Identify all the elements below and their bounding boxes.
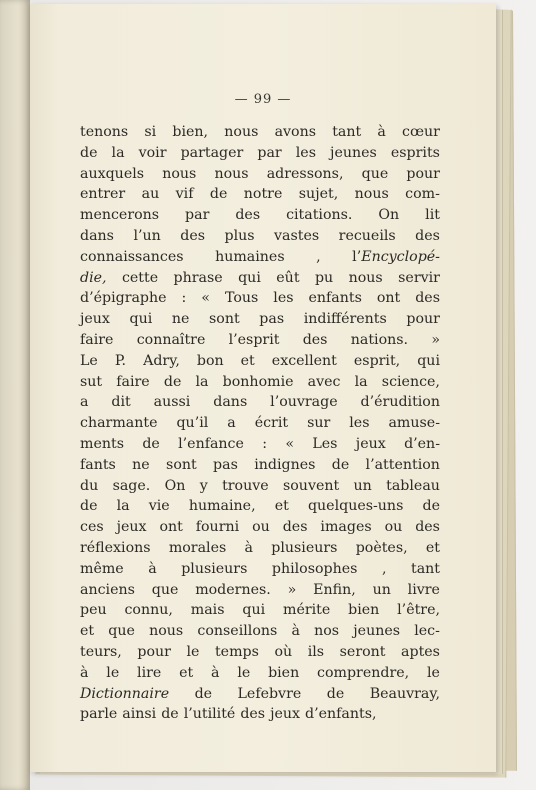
page-text (80, 122, 440, 725)
text-line: sut faire de la bonhomie avec la science, (80, 373, 440, 390)
text-line: auxquels nous nous adressons, que pour (80, 165, 440, 182)
text-line: die, cette phrase qui eût pu nous servir (80, 269, 440, 286)
text-line: tenons si bien, nous avons tant à cœur (80, 124, 440, 140)
text-line: peu connu, mais qui mérite bien l’être, (80, 602, 440, 619)
page-number: — 99 — (234, 92, 292, 107)
text-line: dans l’un des plus vastes recueils des (80, 227, 440, 244)
text-line: faire connaître l’esprit des nations. » (80, 331, 440, 348)
text-line: même à plusieurs philosophes , tant (80, 560, 440, 577)
text-line: parle ainsi de l’utilité des jeux d’enfants, (80, 706, 377, 723)
text-line: et que nous conseillons à nos jeunes lec- (80, 623, 440, 640)
text-line: de la vie humaine, et quelques-uns de (80, 498, 440, 515)
text-line: d’épigraphe : « Tous les enfants ont des (80, 290, 440, 307)
text-line: jeux qui ne sont pas indifférents pour (80, 311, 440, 328)
text-line: entrer au vif de notre sujet, nous com- (80, 186, 440, 203)
text-line: à le lire et à le bien comprendre, le (80, 664, 440, 681)
text-line: charmante qu’il a écrit sur les amuse- (80, 415, 440, 432)
text-line: fants ne sont pas indignes de l’attention (80, 456, 440, 473)
text-line: anciens que modernes. » Enfin, un livre (80, 581, 440, 598)
facing-page (0, 0, 30, 790)
text-line: a dit aussi dans l’ouvrage d’érudition (80, 394, 440, 411)
text-line: réflexions morales à plusieurs poètes, et (80, 539, 440, 556)
text-line: ces jeux ont fourni ou des images ou des (80, 519, 440, 536)
book-page (30, 4, 496, 772)
text-line: Le P. Adry, bon et excellent esprit, qui (80, 352, 440, 369)
text-line: teurs, pour le temps où ils seront aptes (80, 643, 440, 660)
text-line: de la voir partager par les jeunes esprits (80, 144, 440, 161)
text-line: connaissances humaines , l’Encyclopé- (80, 248, 440, 265)
text-line: Dictionnaire de Lefebvre de Beauvray, (80, 685, 440, 702)
text-line: ments de l’enfance : « Les jeux d’en- (80, 435, 440, 452)
text-line: mencerons par des citations. On lit (80, 207, 440, 224)
text-line: du sage. On y trouve souvent un tableau (80, 477, 440, 494)
